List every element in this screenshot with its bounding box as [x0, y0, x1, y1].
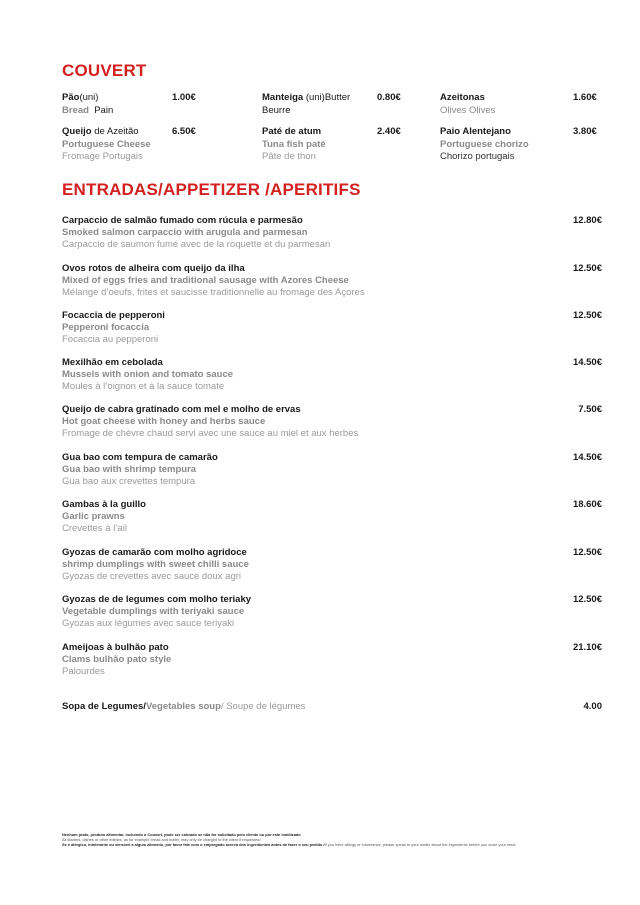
- menu-item: Gyozas de camarão com molho agridoce shrimp dumplings with sweet chilli sauce Gyozas de crevettes avec sauce doux agri 12.50€: [62, 547, 602, 583]
- couvert-item: Queijo de Azeitão Portuguese Cheese Fromage Portugais: [62, 126, 151, 162]
- menu-item: Ameijoas à bulhão pato Clams bulhão pato style Palourdes 21.10€: [62, 642, 602, 678]
- soup-item: Sopa de Legumes/Vegetables soup/ Soupe de légumes 4.00: [62, 701, 602, 712]
- couvert-price: 3.80€: [573, 126, 597, 137]
- menu-item: Queijo de cabra gratinado com mel e molho de ervas Hot goat cheese with honey and herbs sauce Fromage de chèvre chaud servi avec une sauce au miel et aux herbes 7.50€: [62, 404, 602, 440]
- couvert-price: 1.60€: [573, 92, 597, 103]
- couvert-price: 6.50€: [172, 126, 196, 137]
- couvert-price: 1.00€: [172, 92, 196, 103]
- menu-item: Gua bao com tempura de camarão Gua bao with shrimp tempura Gua bao aux crevettes tempura 14.50€: [62, 452, 602, 488]
- legal-footer: Nenhum prato, produto alimentar, incluindo o Couvert, pode ser cobrado se não for solicitado pelo cliente ou por este inutilizado All starters, dishes or other edibles, as for example bread and butter, may only be charged to the client if requested/ Se é alérgico, intolerante ou sensível a algum alimento, por favor fale com o empregado acerca dos ingredientes antes de fazer o seu pedido /If you have allergy or intolerance, please speak to your waiter about the ingredients before you order your meal: [62, 832, 516, 848]
- menu-item: Mexilhão em cebolada Mussels with onion and tomato sauce Moules à l’oignon et à la sauce tomate 14.50€: [62, 357, 602, 393]
- entradas-title: ENTRADAS/APPETIZER /APERITIFS: [62, 180, 361, 199]
- couvert-price: 0.80€: [377, 92, 401, 103]
- menu-item: Gyozas de de legumes com molho teriaky Vegetable dumplings with teriyaki sauce Gyozas aux légumes avec sauce teriyaki 12.50€: [62, 594, 602, 630]
- couvert-item: Pão(uni) Bread Pain: [62, 92, 114, 116]
- couvert-item: Paio Alentejano Portuguese chorizo Chorizo portugais: [440, 126, 529, 162]
- couvert-price: 2.40€: [377, 126, 401, 137]
- couvert-item: Paté de atum Tuna fish paté Pâte de thon: [262, 126, 326, 162]
- menu-item: Ovos rotos de alheira com queijo da ilha Mixed of eggs fries and traditional sausage with Azores Cheese Mélange d’oeufs, frites et saucisse traditionnelle au fromage des Açores 12.50€: [62, 263, 602, 299]
- couvert-item: Azeitonas Olives Olives: [440, 92, 496, 116]
- menu-item: Gambas à la guillo Garlic prawns Crevettes à l’ail 18.60€: [62, 499, 602, 535]
- menu-item: Carpaccio de salmão fumado com rúcula e parmesão Smoked salmon carpaccio with arugula and parmesan Carpaccio de saumon fumé avec de la roquette et du parmesan 12.80€: [62, 215, 602, 251]
- menu-item: Focaccia de pepperoni Pepperoni focaccia Focaccia au pepperoni 12.50€: [62, 310, 602, 346]
- couvert-title: COUVERT: [62, 61, 147, 80]
- couvert-item: Manteiga (uni)Butter Beurre: [262, 92, 351, 116]
